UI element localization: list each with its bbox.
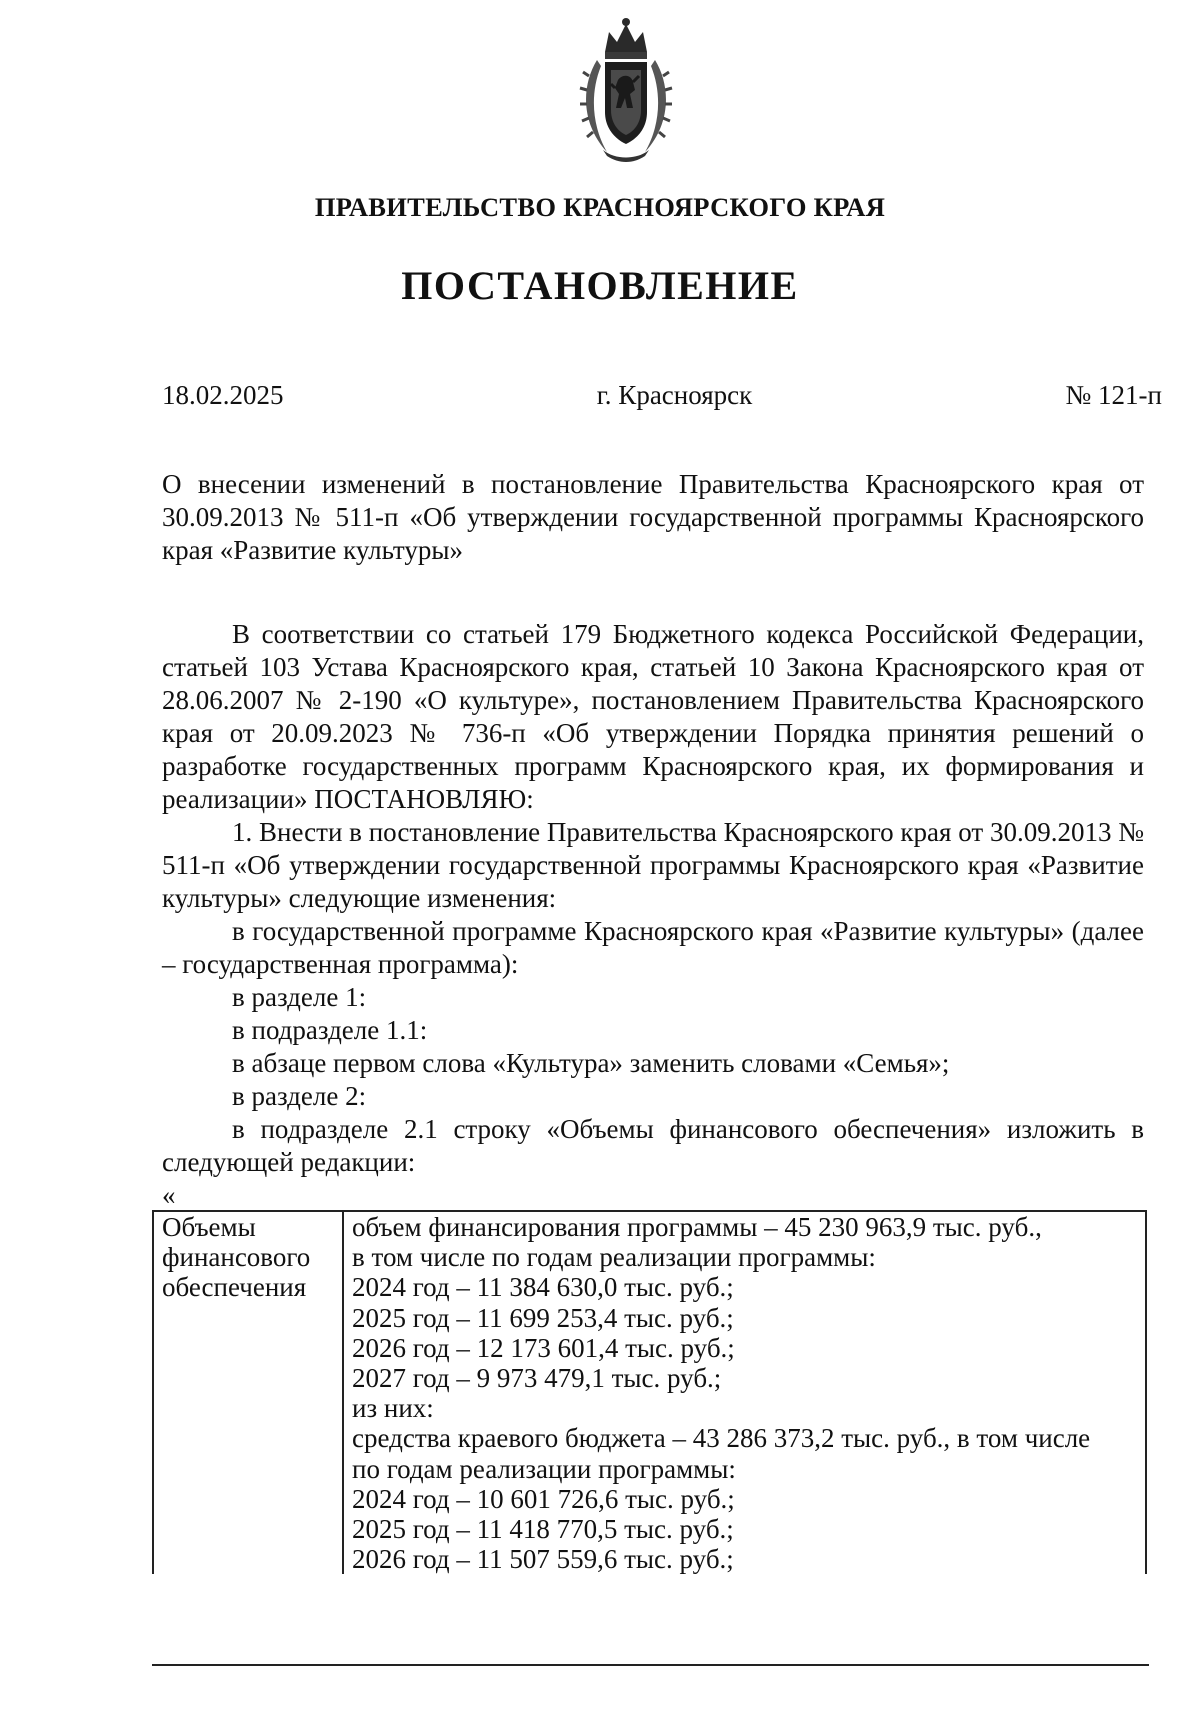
document-body bbox=[162, 618, 1144, 1179]
value-line: объем финансирования программы – 45 230 963,9 тыс. руб., bbox=[352, 1212, 1042, 1242]
value-line: 2026 год – 12 173 601,4 тыс. руб.; bbox=[352, 1332, 735, 1363]
value-line: 2024 год – 11 384 630,0 тыс. руб.; bbox=[352, 1272, 734, 1303]
document-city: г. Красноярск bbox=[596, 380, 753, 410]
value-line: 2024 год – 10 601 726,6 тыс. руб.; bbox=[352, 1483, 735, 1514]
value-line: средства краевого бюджета – 43 286 373,2 тыс. руб., в том числе bbox=[352, 1423, 1091, 1454]
label-line: финансового bbox=[162, 1242, 311, 1273]
government-name: ПРАВИТЕЛЬСТВО КРАСНОЯРСКОГО КРАЯ bbox=[314, 192, 886, 222]
opening-quote: « bbox=[162, 1180, 176, 1210]
section-1-paragraph: в разделе 1: bbox=[232, 982, 367, 1012]
section-2-paragraph: в разделе 2: bbox=[232, 1081, 367, 1111]
program-paragraph: в государственной программе Красноярского края «Развитие культуры» (далее – государственная программа): bbox=[162, 916, 1144, 979]
financing-table bbox=[152, 1210, 1147, 1574]
first-paragraph-change: в абзаце первом слова «Культура» заменить словами «Семья»; bbox=[232, 1048, 950, 1078]
table-row bbox=[153, 1211, 1146, 1574]
value-line: из них: bbox=[352, 1393, 434, 1424]
label-line: обеспечения bbox=[162, 1272, 307, 1303]
value-line: 2025 год – 11 699 253,4 тыс. руб.; bbox=[352, 1302, 734, 1333]
krasnoyarsk-coat-of-arms-icon bbox=[575, 16, 677, 166]
preamble-paragraph: В соответствии со статьей 179 Бюджетного кодекса Российской Федерации, статьей 103 Устава Красноярского края, статьей 10 Закона Красноярского края от 28.06.2007 № 2-190 «О культуре», постановлением Правительства Красноярского края от 20.09.2023 № 736-п «Об утверждении Порядка принятия решений о разработке государственных программ Красноярского края, их формирования и реализации» ПОСТАНОВЛЯЮ: bbox=[162, 619, 1144, 814]
label-line: Объемы bbox=[162, 1212, 256, 1242]
value-line: 2025 год – 11 418 770,5 тыс. руб.; bbox=[352, 1514, 734, 1545]
financing-label-cell bbox=[153, 1211, 343, 1574]
value-line: 2026 год – 11 507 559,6 тыс. руб.; bbox=[352, 1544, 734, 1575]
table-bottom-border bbox=[152, 1664, 1149, 1666]
document-date: 18.02.2025 bbox=[162, 380, 284, 410]
subsection-1-1-paragraph: в подразделе 1.1: bbox=[232, 1015, 428, 1045]
dateline bbox=[162, 380, 1162, 411]
document-number: № 121-п bbox=[1065, 380, 1162, 410]
document-subject: О внесении изменений в постановление Правительства Красноярского края от 30.09.2013 № 511-п «Об утверждении государственной программы Красноярского края «Развитие культуры» bbox=[162, 469, 1144, 565]
value-line: в том числе по годам реализации программы: bbox=[352, 1242, 876, 1273]
financing-value-cell bbox=[343, 1211, 1146, 1574]
document-type-title: ПОСТАНОВЛЕНИЕ bbox=[401, 263, 799, 308]
value-line: 2027 год – 9 973 479,1 тыс. руб.; bbox=[352, 1363, 722, 1394]
item-1-paragraph: 1. Внести в постановление Правительства Красноярского края от 30.09.2013 № 511-п «Об утверждении государственной программы Красноярского края «Развитие культуры» следующие изменения: bbox=[162, 817, 1144, 913]
subsection-2-1-paragraph: в подразделе 2.1 строку «Объемы финансового обеспечения» изложить в следующей редакции: bbox=[162, 1114, 1144, 1177]
value-line: по годам реализации программы: bbox=[352, 1453, 736, 1484]
